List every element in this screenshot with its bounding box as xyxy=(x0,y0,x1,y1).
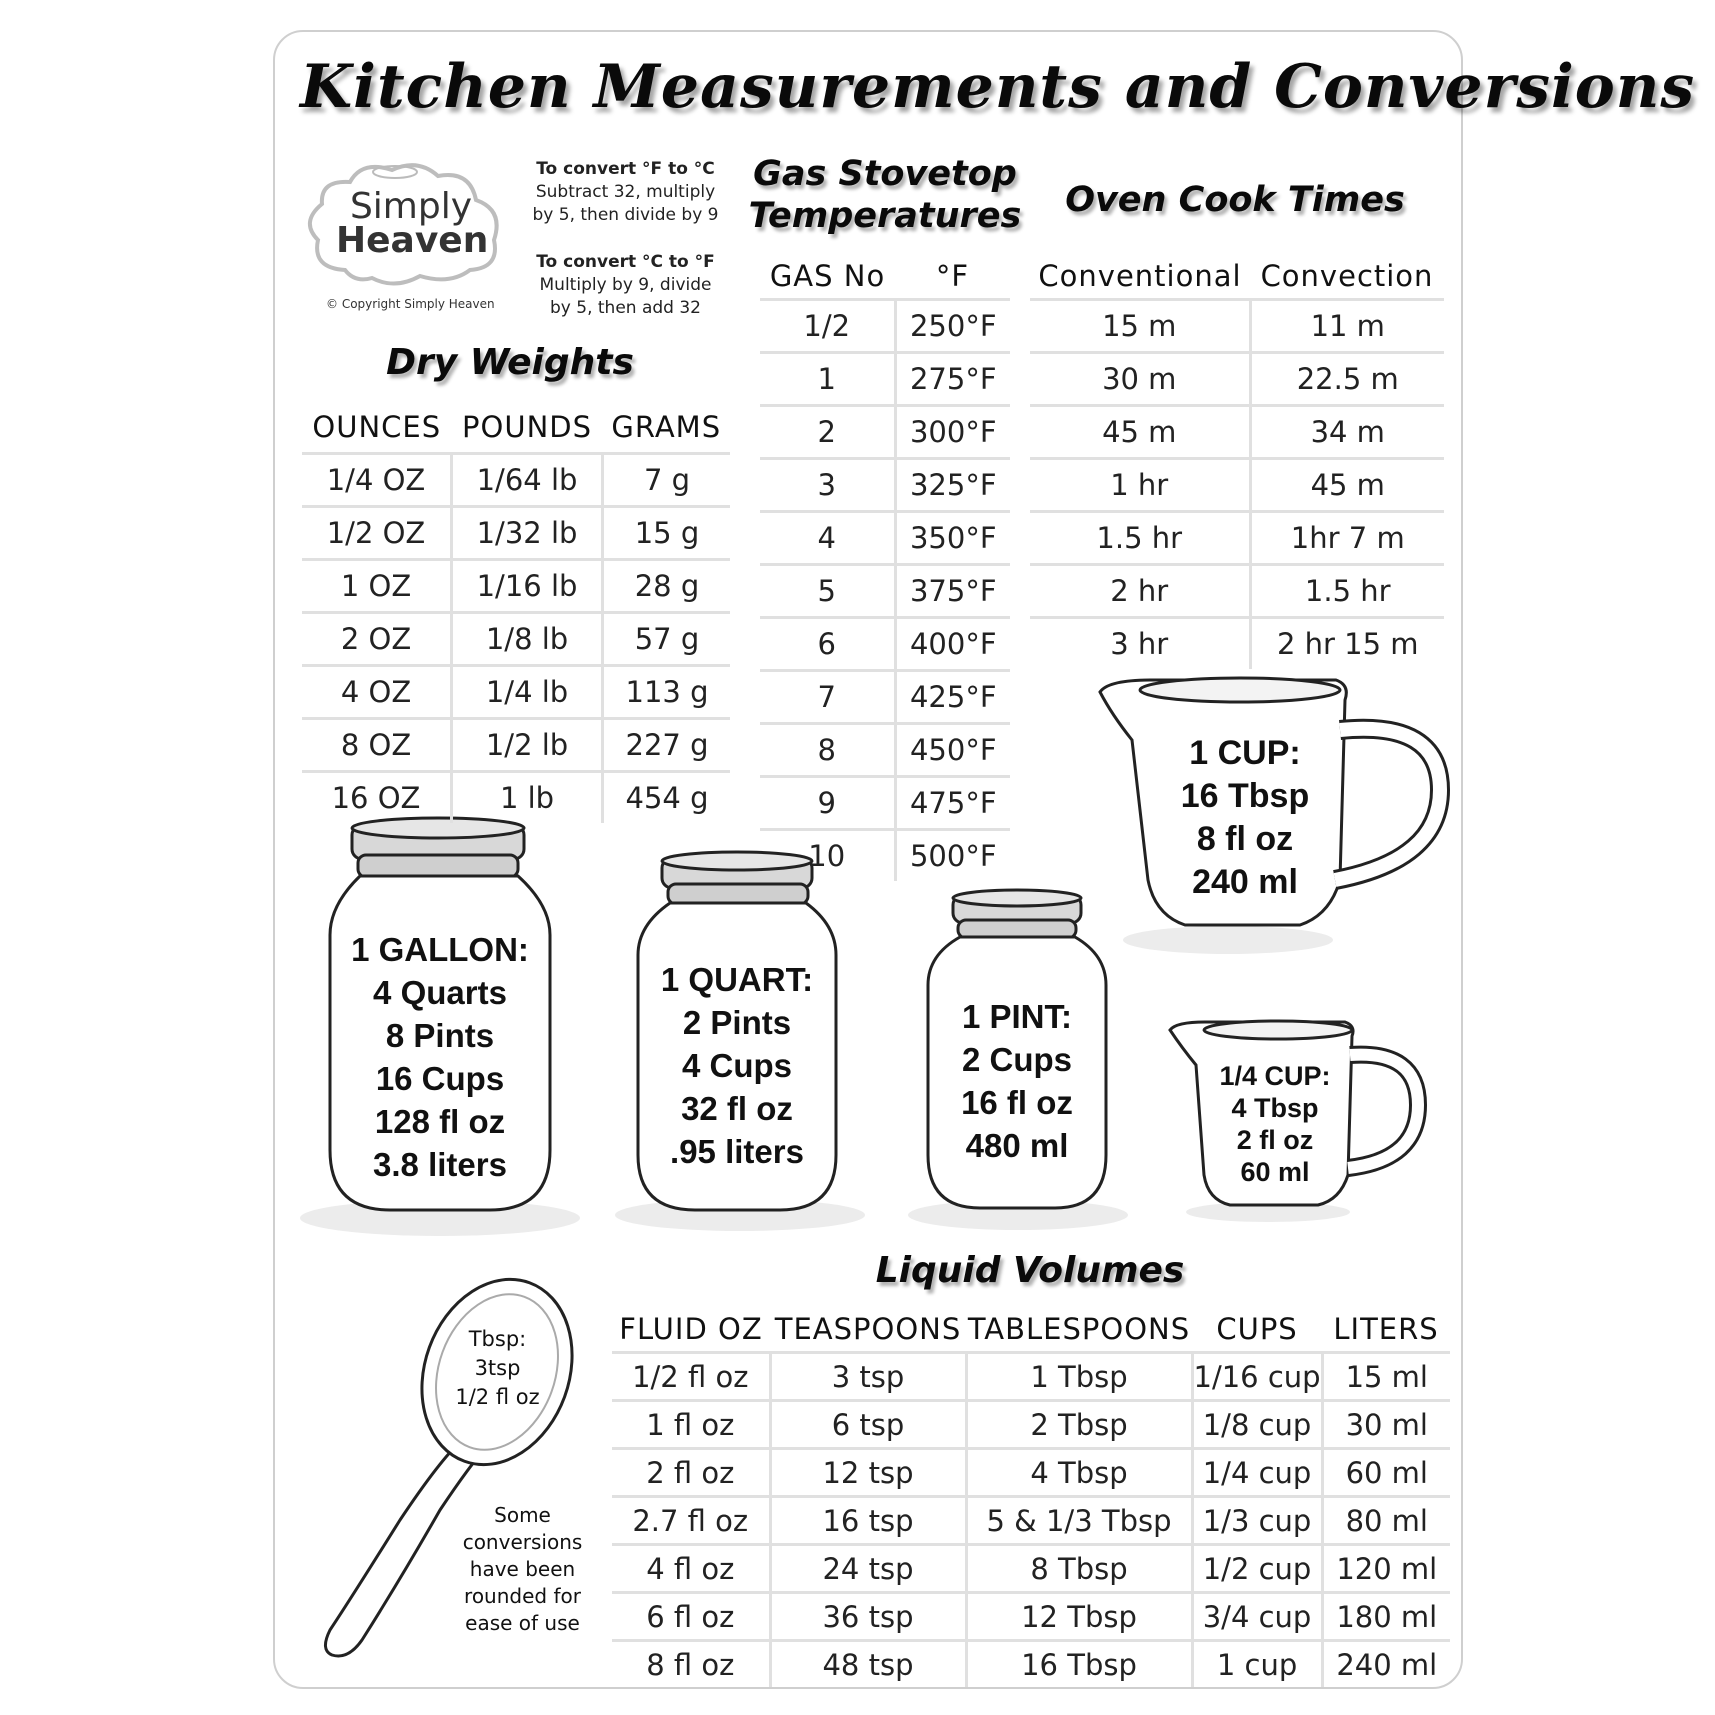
table-cell: 1.5 hr xyxy=(1030,512,1250,565)
table-cell: 22.5 m xyxy=(1250,353,1444,406)
table-row xyxy=(612,1593,1450,1641)
table-cell: 15 ml xyxy=(1322,1353,1450,1401)
table-row xyxy=(760,300,1010,353)
gallon-jar-label xyxy=(330,928,550,1186)
liquid-volumes-title: Liquid Volumes xyxy=(875,1250,1185,1291)
liquid-volumes-table xyxy=(612,1307,1450,1687)
column-header: LITERS xyxy=(1322,1307,1450,1353)
table-header-row xyxy=(302,402,730,454)
table-cell: 1/2 OZ xyxy=(302,507,452,560)
table-cell: 4 OZ xyxy=(302,666,452,719)
rounding-note xyxy=(450,1502,595,1637)
cup-line: 8 fl oz xyxy=(1196,820,1294,858)
table-cell: 4 Tbsp xyxy=(966,1449,1192,1497)
table-cell: 1/32 lb xyxy=(452,507,603,560)
column-header: CUPS xyxy=(1192,1307,1322,1353)
note-line: by 5, then divide by 9 xyxy=(532,205,719,225)
table-cell: 30 ml xyxy=(1322,1401,1450,1449)
table-cell: 16 OZ xyxy=(302,772,452,824)
jar-line: 4 Cups xyxy=(681,1047,793,1084)
jar-line: 32 fl oz xyxy=(681,1090,793,1127)
table-cell: 5 xyxy=(760,565,895,618)
table-cell: 113 g xyxy=(603,666,730,719)
table-cell: 1/16 cup xyxy=(1192,1353,1322,1401)
table-cell: 120 ml xyxy=(1322,1545,1450,1593)
table-cell: 4 fl oz xyxy=(612,1545,770,1593)
table-row xyxy=(760,777,1010,830)
table-cell: 60 ml xyxy=(1322,1449,1450,1497)
table-cell: 15 m xyxy=(1030,300,1250,353)
table-cell: 24 tsp xyxy=(770,1545,966,1593)
cup-line: 4 Tbsp xyxy=(1231,1093,1319,1123)
one-cup-label xyxy=(1150,732,1340,904)
table-row xyxy=(760,512,1010,565)
table-cell: 80 ml xyxy=(1322,1497,1450,1545)
table-cell: 7 xyxy=(760,671,895,724)
table-cell: 1 OZ xyxy=(302,560,452,613)
table-cell: 325°F xyxy=(895,459,1010,512)
jar-line: 2 Cups xyxy=(961,1041,1073,1078)
table-row xyxy=(1030,406,1444,459)
table-row xyxy=(302,560,730,613)
logo-text-line1: Simply xyxy=(349,186,473,227)
table-cell: 1/8 cup xyxy=(1192,1401,1322,1449)
table-row xyxy=(612,1545,1450,1593)
quarter-cup-label xyxy=(1200,1060,1350,1188)
table-cell: 3 xyxy=(760,459,895,512)
table-cell: 1/8 lb xyxy=(452,613,603,666)
note-line: Subtract 32, multiply xyxy=(535,182,716,202)
table-row xyxy=(612,1449,1450,1497)
copyright: © Copyright Simply Heaven xyxy=(326,297,495,311)
quart-jar-label xyxy=(638,958,836,1173)
table-cell: 180 ml xyxy=(1322,1593,1450,1641)
table-cell: 3 tsp xyxy=(770,1353,966,1401)
table-cell: 2.7 fl oz xyxy=(612,1497,770,1545)
spoon-line: 3tsp xyxy=(474,1356,521,1380)
table-row xyxy=(760,671,1010,724)
table-row xyxy=(302,507,730,560)
table-row xyxy=(760,724,1010,777)
table-cell: 28 g xyxy=(603,560,730,613)
table-row xyxy=(760,353,1010,406)
table-cell: 2 Tbsp xyxy=(966,1401,1192,1449)
table-cell: 1/4 cup xyxy=(1192,1449,1322,1497)
table-cell: 1/3 cup xyxy=(1192,1497,1322,1545)
note-line: Multiply by 9, divide xyxy=(539,275,712,295)
cup-line: 1/4 CUP: xyxy=(1219,1061,1331,1091)
table-row xyxy=(760,618,1010,671)
table-cell: 1 cup xyxy=(1192,1641,1322,1688)
table-cell: 16 Tbsp xyxy=(966,1641,1192,1688)
table-cell: 8 fl oz xyxy=(612,1641,770,1688)
spoon-line: 1/2 fl oz xyxy=(455,1385,540,1409)
column-header: TABLESPOONS xyxy=(966,1307,1192,1353)
column-header: FLUID OZ xyxy=(612,1307,770,1353)
note-line: To convert °F to °C xyxy=(536,159,715,179)
table-cell: 1/16 lb xyxy=(452,560,603,613)
table-cell: 6 tsp xyxy=(770,1401,966,1449)
table-cell: 57 g xyxy=(603,613,730,666)
c-to-f-note xyxy=(518,251,733,320)
table-row xyxy=(760,565,1010,618)
table-row xyxy=(612,1641,1450,1688)
table-row xyxy=(302,666,730,719)
table-cell: 45 m xyxy=(1250,459,1444,512)
logo xyxy=(336,186,489,261)
jar-line: 1 GALLON: xyxy=(351,931,529,968)
table-cell: 1/2 fl oz xyxy=(612,1353,770,1401)
note-line: rounded for xyxy=(464,1584,581,1608)
table-cell: 450°F xyxy=(895,724,1010,777)
table-cell: 300°F xyxy=(895,406,1010,459)
table-cell: 36 tsp xyxy=(770,1593,966,1641)
column-header: °F xyxy=(895,254,1010,300)
table-cell: 1/2 cup xyxy=(1192,1545,1322,1593)
table-row xyxy=(612,1401,1450,1449)
table-cell: 227 g xyxy=(603,719,730,772)
note-line: To convert °C to °F xyxy=(536,252,715,272)
table-cell: 2 hr xyxy=(1030,565,1250,618)
table-cell: 11 m xyxy=(1250,300,1444,353)
table-cell: 1 lb xyxy=(452,772,603,824)
table-cell: 5 & 1/3 Tbsp xyxy=(966,1497,1192,1545)
table-cell: 12 Tbsp xyxy=(966,1593,1192,1641)
table-cell: 2 xyxy=(760,406,895,459)
note-line: have been xyxy=(469,1557,576,1581)
cup-line: 16 Tbsp xyxy=(1180,777,1310,815)
gas-title-line1: Gas Stovetop xyxy=(753,154,1017,194)
table-cell: 12 tsp xyxy=(770,1449,966,1497)
gas-stovetop-title xyxy=(740,153,1030,237)
table-cell: 350°F xyxy=(895,512,1010,565)
table-row xyxy=(302,613,730,666)
cup-line: 1 CUP: xyxy=(1189,734,1301,772)
gas-title-line2: Temperatures xyxy=(748,196,1022,236)
f-to-c-note xyxy=(518,158,733,227)
table-cell: 48 tsp xyxy=(770,1641,966,1688)
table-cell: 375°F xyxy=(895,565,1010,618)
table-cell: 1 xyxy=(760,353,895,406)
table-cell: 400°F xyxy=(895,618,1010,671)
table-cell: 34 m xyxy=(1250,406,1444,459)
table-cell: 1hr 7 m xyxy=(1250,512,1444,565)
note-line: by 5, then add 32 xyxy=(550,298,701,318)
spoon-label xyxy=(440,1325,555,1412)
table-cell: 1/4 lb xyxy=(452,666,603,719)
table-cell: 1/4 OZ xyxy=(302,454,452,507)
table-header-row xyxy=(760,254,1010,300)
table-header-row xyxy=(612,1307,1450,1353)
jar-line: 3.8 liters xyxy=(373,1146,507,1183)
table-cell: 1 fl oz xyxy=(612,1401,770,1449)
cup-line: 60 ml xyxy=(1240,1157,1310,1187)
table-cell: 240 ml xyxy=(1336,1647,1438,1682)
table-cell: 250°F xyxy=(895,300,1010,353)
table-cell: 15 g xyxy=(603,507,730,560)
oven-cook-times-title: Oven Cook Times xyxy=(1065,180,1405,220)
logo-text-line2: Heaven xyxy=(336,220,489,261)
jar-line: .95 liters xyxy=(670,1133,804,1170)
column-header: POUNDS xyxy=(452,402,603,454)
page-title: Kitchen Measurements and Conversions xyxy=(300,52,1696,122)
jar-line: 480 ml xyxy=(965,1127,1069,1164)
jar-line: 128 fl oz xyxy=(374,1103,506,1140)
table-cell: 275°F xyxy=(895,353,1010,406)
table-cell: 425°F xyxy=(895,671,1010,724)
table-cell: 16 tsp xyxy=(770,1497,966,1545)
table-row xyxy=(1030,353,1444,406)
table-cell: 475°F xyxy=(895,777,1010,830)
table-cell: 8 Tbsp xyxy=(966,1545,1192,1593)
table-row xyxy=(760,406,1010,459)
jar-line: 1 QUART: xyxy=(660,961,814,998)
column-header: GAS No xyxy=(760,254,895,300)
table-cell: 6 fl oz xyxy=(612,1593,770,1641)
jar-line: 8 Pints xyxy=(385,1017,495,1054)
pint-jar-label xyxy=(928,995,1106,1167)
table-cell: 454 g xyxy=(625,781,709,815)
table-cell: 10 xyxy=(760,830,895,882)
table-cell: 3/4 cup xyxy=(1192,1593,1322,1641)
table-row xyxy=(1030,618,1444,670)
table-row xyxy=(612,1497,1450,1545)
spoon-line: Tbsp: xyxy=(468,1327,527,1351)
table-cell: 3 hr xyxy=(1030,618,1250,670)
column-header: TEASPOONS xyxy=(770,1307,966,1353)
table-cell: 6 xyxy=(760,618,895,671)
cup-line: 240 ml xyxy=(1192,863,1298,901)
cup-line: 2 fl oz xyxy=(1236,1125,1314,1155)
table-row xyxy=(1030,565,1444,618)
jar-line: 1 PINT: xyxy=(961,998,1073,1035)
table-cell: 2 fl oz xyxy=(612,1449,770,1497)
table-header-row xyxy=(1030,254,1444,300)
dry-weights-table xyxy=(302,402,730,823)
dry-weights-title: Dry Weights xyxy=(386,342,634,383)
note-line: Some xyxy=(494,1503,551,1527)
table-row xyxy=(302,719,730,772)
column-header: GRAMS xyxy=(603,402,730,454)
table-cell: 1/2 xyxy=(760,300,895,353)
table-cell: 1/64 lb xyxy=(452,454,603,507)
column-header: OUNCES xyxy=(302,402,452,454)
table-row xyxy=(302,454,730,507)
table-cell: 1/2 lb xyxy=(452,719,603,772)
column-header: Conventional xyxy=(1030,254,1250,300)
table-cell: 9 xyxy=(760,777,895,830)
table-cell: 2 hr 15 m xyxy=(1276,627,1419,661)
table-cell: 2 OZ xyxy=(302,613,452,666)
note-line: conversions xyxy=(462,1530,583,1554)
table-row xyxy=(1030,459,1444,512)
table-cell: 1 Tbsp xyxy=(966,1353,1192,1401)
jar-line: 4 Quarts xyxy=(373,974,507,1011)
table-row xyxy=(760,459,1010,512)
table-cell: 8 xyxy=(760,724,895,777)
gas-stovetop-table xyxy=(760,254,1010,881)
table-cell: 1 hr xyxy=(1030,459,1250,512)
table-cell: 1.5 hr xyxy=(1250,565,1444,618)
jar-line: 16 Cups xyxy=(375,1060,505,1097)
table-cell: 500°F xyxy=(909,839,997,873)
table-cell: 8 OZ xyxy=(302,719,452,772)
table-cell: 30 m xyxy=(1030,353,1250,406)
note-line: ease of use xyxy=(465,1611,580,1635)
table-cell: 4 xyxy=(760,512,895,565)
table-cell: 45 m xyxy=(1030,406,1250,459)
jar-line: 2 Pints xyxy=(682,1004,792,1041)
table-row xyxy=(760,830,1010,882)
column-header: Convection xyxy=(1250,254,1444,300)
table-row xyxy=(612,1353,1450,1401)
table-row xyxy=(302,772,730,824)
jar-line: 16 fl oz xyxy=(961,1084,1073,1121)
table-row xyxy=(1030,300,1444,353)
table-cell: 7 g xyxy=(603,454,730,507)
oven-cook-times-table xyxy=(1030,254,1444,669)
table-row xyxy=(1030,512,1444,565)
